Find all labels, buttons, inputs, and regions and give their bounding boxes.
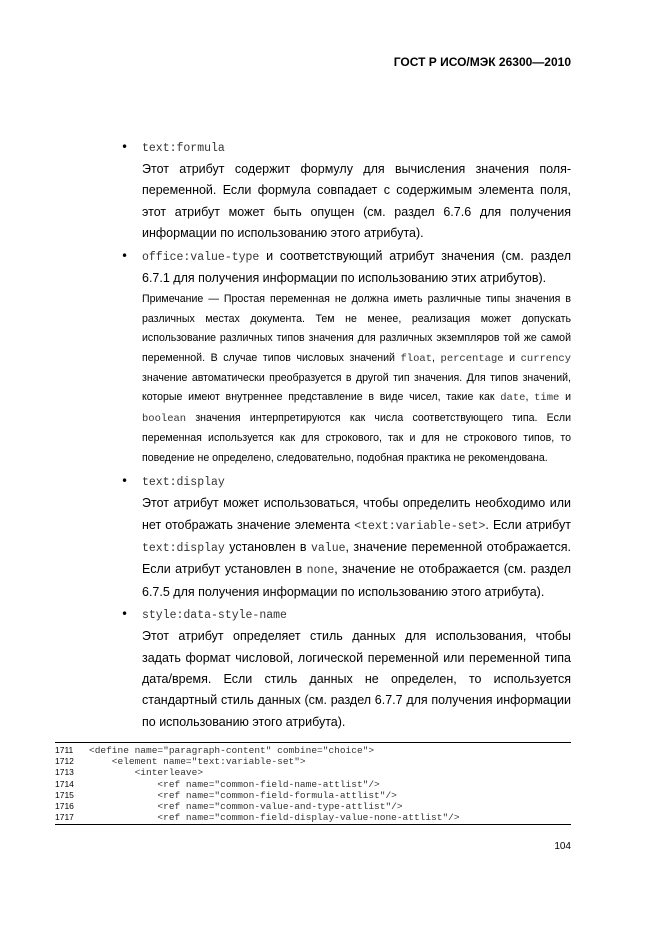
code-variable-set: <text:variable-set>	[354, 519, 486, 533]
code-text: <element name="text:variable-set">	[89, 756, 306, 768]
document-header: ГОСТ Р ИСО/МЭК 26300—2010	[393, 55, 571, 69]
display-text-5: , значение не отображается (см. раздел 6.7.5 для получения информации по использованию этого атрибута).	[142, 562, 571, 599]
data-style-description: Этот атрибут определяет стиль данных для использования, чтобы задать формат числовой, логической переменной или переменной типа дата/время. Если стиль данных не определен, то используется стандартный стиль данных (см. раздел 6.7.7 для получения информации по использованию этого атрибута).	[142, 629, 571, 729]
note-sep-3: ,	[525, 391, 535, 404]
display-text-1: Этот атрибут может использоваться, чтобы определить необходимо или нет отображать значение элемента	[142, 496, 571, 532]
line-number: 1714	[55, 778, 74, 789]
code-none: none	[306, 564, 335, 578]
code-line	[55, 756, 571, 767]
line-number: 1717	[55, 812, 74, 823]
code-line	[55, 812, 571, 823]
code-text: <ref name="common-field-display-value-none-attlist"/>	[89, 812, 460, 824]
term-office-value-type: office:value-type	[142, 250, 260, 264]
note-label: Примечание	[142, 293, 204, 306]
display-text-2: . Если атрибут	[485, 517, 572, 532]
value-type-description: и соответствующий атрибут значения (см. раздел 6.7.1 для получения информации по использованию этих атрибутов).	[142, 248, 571, 286]
note-sep-4: и	[559, 391, 571, 404]
note-block	[142, 290, 571, 468]
bullet-formula	[142, 137, 571, 159]
display-description	[142, 493, 571, 603]
code-line	[55, 779, 571, 790]
code-text: <ref name="common-field-name-attlist"/>	[89, 778, 380, 790]
code-value: value	[311, 541, 346, 555]
code-text: <ref name="common-value-and-type-attlist"/>	[89, 800, 403, 812]
page-number: 104	[554, 841, 571, 852]
note-text-3: значения интерпретируются как числа соответствующего типа. Если переменная используется как для строкового, так и для не строкового типов, то поведение не определено, следовательно, подобная практика не рекомендована.	[142, 411, 571, 464]
bullet-data-style	[142, 604, 571, 626]
note-sep-2: и	[503, 351, 521, 364]
bullet-value-type	[142, 246, 571, 290]
code-line	[55, 767, 571, 778]
code-line	[55, 790, 571, 801]
code-text: <define name="paragraph-content" combine="choice">	[89, 745, 375, 756]
code-text: <ref name="common-field-formula-attlist"/>	[89, 789, 397, 801]
term-text-display: text:display	[142, 476, 225, 490]
display-text-4: , значение переменной отображается. Если атрибут установлен в	[142, 539, 571, 577]
line-number: 1715	[55, 789, 74, 800]
term-text-formula: text:formula	[142, 142, 225, 155]
code-currency: currency	[520, 352, 572, 365]
note-text-2: значение автоматически преобразуется в другой тип значения. Для типов значений, которые имеют внутреннее представление в виде чисел, такие как	[142, 372, 571, 404]
code-boolean: boolean	[142, 412, 187, 425]
page-content	[118, 137, 571, 734]
code-line	[55, 745, 571, 756]
bullet-display	[142, 471, 571, 493]
code-line	[55, 801, 571, 812]
line-number: 1712	[55, 756, 74, 767]
term-style-data-style-name: style:data-style-name	[142, 609, 287, 623]
code-float: float	[400, 352, 433, 365]
code-date: date	[500, 392, 526, 405]
note-text-1: — Простая переменная не должна иметь различные типы значения в различных местах документа. Тем не менее, реализация может допускать использование различных типов значения для различных экземпляров той же самой переменной. В случае типов числовых значений	[142, 293, 571, 364]
line-number: 1713	[55, 767, 74, 778]
code-text: <interleave>	[89, 767, 204, 779]
display-text-3: установлен в	[224, 539, 311, 554]
code-percentage: percentage	[440, 352, 504, 365]
code-time: time	[534, 392, 560, 405]
formula-description: Этот атрибут содержит формулу для вычисления значения поля-переменной. Если формула совпадает с содержимым элемента поля, этот атрибут может быть опущен (см. раздел 6.7.6 для получения информации по использованию этого атрибута).	[142, 162, 571, 241]
code-listing	[55, 742, 571, 825]
line-number: 1716	[55, 800, 74, 811]
code-text-display: text:display	[142, 541, 225, 555]
line-number: 1711	[55, 745, 74, 755]
note-sep-1: ,	[432, 351, 441, 364]
